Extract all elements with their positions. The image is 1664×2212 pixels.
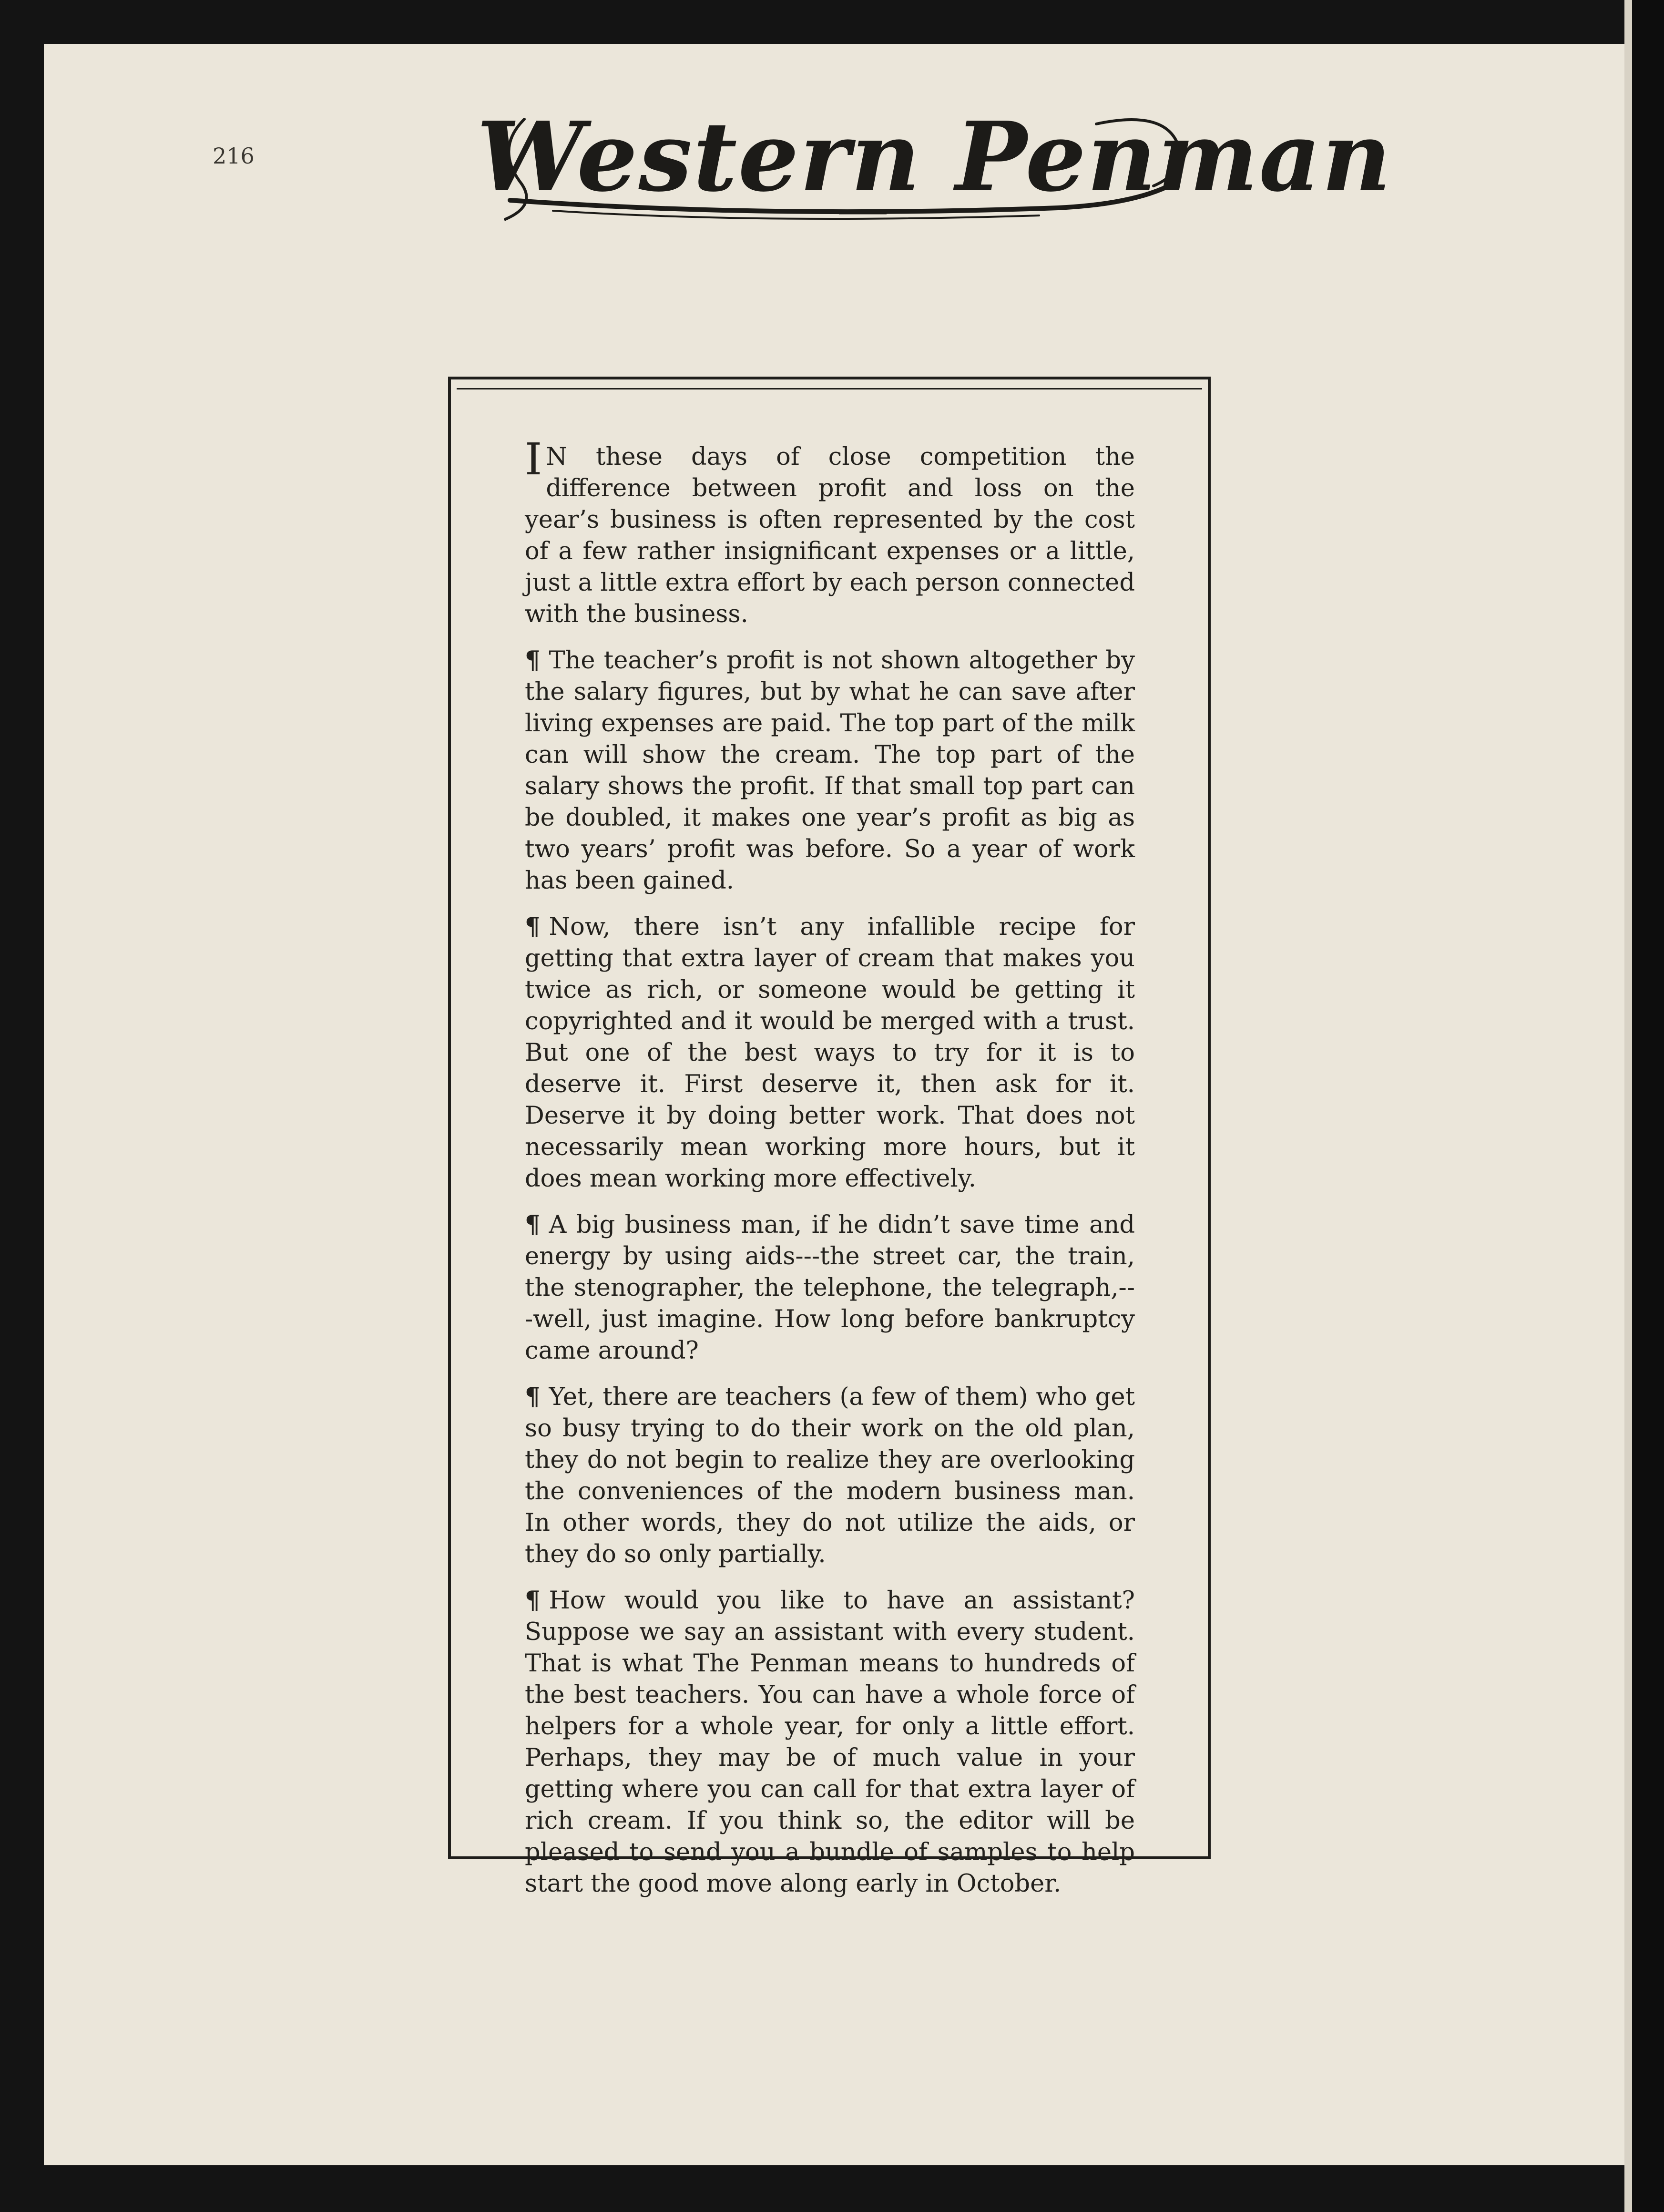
advertisement-text (525, 434, 1135, 1914)
advertisement-box (448, 377, 1211, 1898)
paragraph-2 (525, 645, 1135, 897)
paragraph-text: A big business man, if he didn’t save time and energy by using aids---the street car, the train, the stenographer, the telephone, the telegraph,---well, just imagine. How long before bankruptcy came around? (525, 1211, 1135, 1365)
page-number: 216 (213, 143, 255, 169)
paragraph-text: Yet, there are teachers (a few of them) who get so busy trying to do their work on the old plan, they do not begin to realize they are overlooking the conveniences of the modern business man. In other words, they do not utilize the aids, or they do so only partially. (525, 1383, 1135, 1568)
paragraph-text: The teacher’s profit is not shown altogether by the salary figures, but by what he can save after living expenses are paid. The top part of the milk can will show the cream. The top part of the salary shows the profit. If that small top part can be doubled, it makes one year’s profit as big as two years’ profit was before. So a year of work has been gained. (525, 646, 1135, 895)
pilcrow-icon: ¶ (525, 1382, 541, 1411)
paragraph-6 (525, 1585, 1135, 1900)
page-edge (1624, 0, 1632, 2212)
paragraph-3 (525, 911, 1135, 1195)
paragraph-1 (525, 434, 1135, 630)
paragraph-text: Now, there isn’t any infallible recipe for getting that extra layer of cream that makes you twice as rich, or someone would be getting it copyrighted and it would be merged with a trust. But one of the best ways to try for it is to deserve it. First deserve it, then ask for it. Deserve it by doing better work. That does not necessarily mean working more hours, but it does mean working more effectively. (525, 913, 1135, 1193)
binding-shadow (1632, 0, 1664, 2212)
masthead-title: Western Penman (477, 101, 1392, 213)
paragraph-5 (525, 1381, 1135, 1570)
pilcrow-icon: ¶ (525, 1586, 541, 1615)
masthead-logo (477, 91, 1392, 234)
drop-cap: I (525, 434, 542, 485)
paragraph-text: N these days of close competition the difference between profit and loss on the year’s business is often represented by the cost of a few rather insignificant expenses or a little, just a little extra effort by each person connected with the business. (525, 443, 1135, 628)
pilcrow-icon: ¶ (525, 912, 541, 941)
paragraph-4 (525, 1209, 1135, 1367)
paragraph-text: How would you like to have an assistant? Suppose we say an assistant with every student. That is what The Penman means to hundreds of the best teachers. You can have a whole force of helpers for a whole year, for only a little effort. Perhaps, they may be of much value in your getting where you can call for that extra layer of rich cream. If you think so, the editor will be pleased to send you a bundle of samples to help start the good move along early in October. (525, 1587, 1135, 1898)
pilcrow-icon: ¶ (525, 1210, 541, 1239)
pilcrow-icon: ¶ (525, 646, 541, 675)
